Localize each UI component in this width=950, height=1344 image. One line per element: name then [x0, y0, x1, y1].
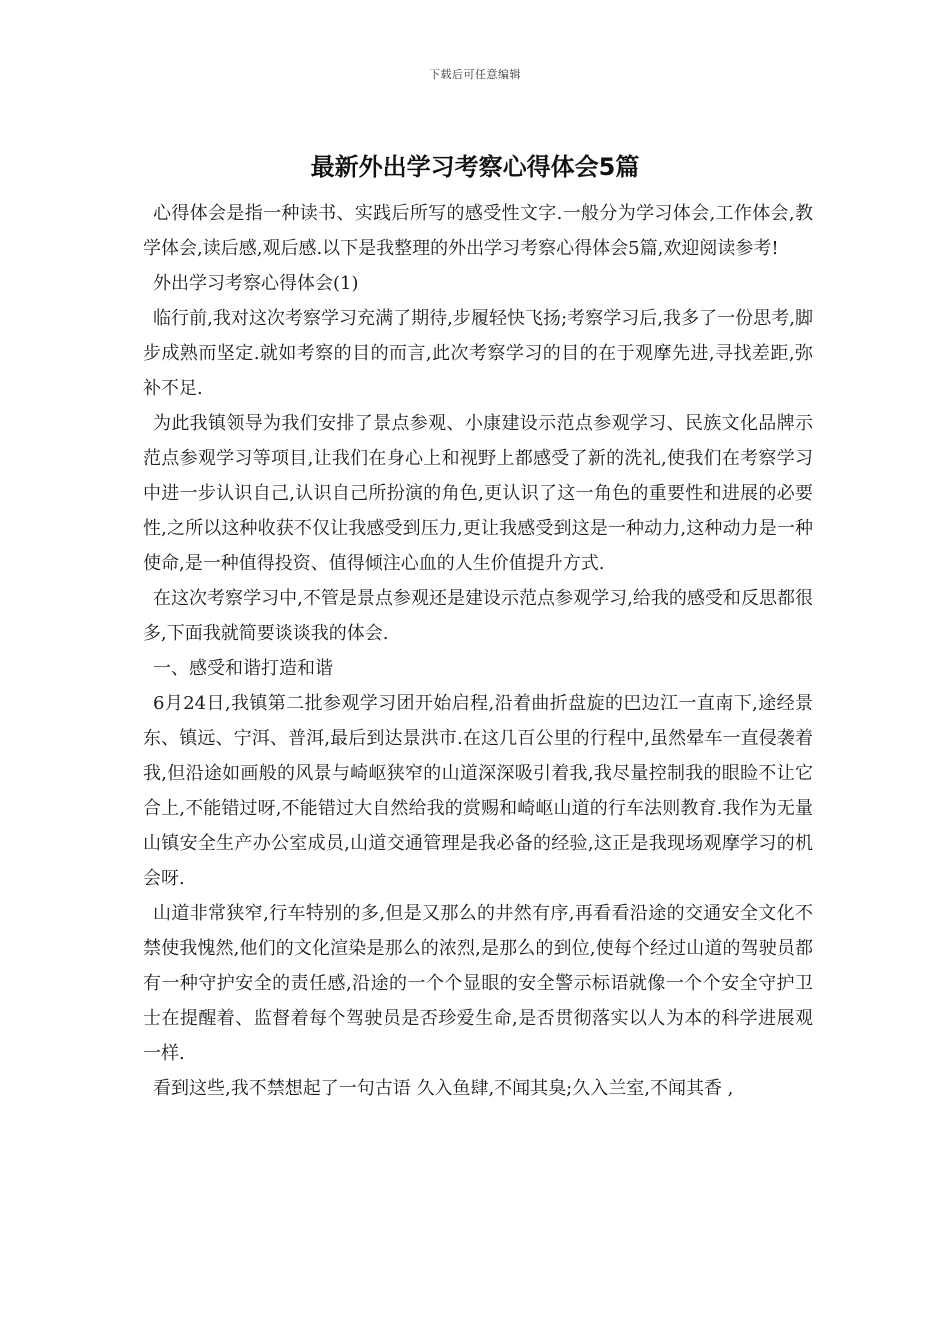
intro-paragraph: 心得体会是指一种读书、实践后所写的感受性文字.一般分为学习体会,工作体会,教学体会,读后感,观后感.以下是我整理的外出学习考察心得体会5篇,欢迎阅读参考! — [143, 203, 813, 259]
body-paragraph: 临行前,我对这次考察学习充满了期待,步履轻快飞扬;考察学习后,我多了一份思考,脚步成熟而坚定.就如考察的目的而言,此次考察学习的目的在于观摩先进,寻找差距,弥补不足. — [143, 308, 813, 399]
section-heading: 外出学习考察心得体会(1) — [153, 273, 359, 294]
header-note: 下载后可任意编辑 — [429, 68, 521, 81]
body-paragraph: 看到这些,我不禁想起了一句古语 久入鱼肆,不闻其臭;久入兰室,不闻其香 , — [153, 1078, 734, 1099]
body-paragraph: 6月24日,我镇第二批参观学习团开始启程,沿着曲折盘旋的巴边江一直南下,途经景东、镇远、宁洱、普洱,最后到达景洪市.在这几百公里的行程中,虽然晕车一直侵袭着我,但沿途如画般的风景与崎岖狭窄的山道深深吸引着我,我尽量控制我的眼睑不让它合上,不能错过呀,不能错过大自然给我的赏赐和崎岖山道的行车法则教育.我作为无量山镇安全生产办公室成员,山道交通管理是我必备的经验,这正是我现场观摩学习的机会呀. — [143, 693, 813, 889]
body-paragraph: 在这次考察学习中,不管是景点参观还是建设示范点参观学习,给我的感受和反思都很多,下面我就简要谈谈我的体会. — [143, 588, 813, 644]
subsection-heading: 一、感受和谐打造和谐 — [153, 658, 333, 679]
body-paragraph: 山道非常狭窄,行车特别的多,但是又那么的井然有序,再看看沿途的交通安全文化不禁使我愧然,他们的文化渲染是那么的浓烈,是那么的到位,使每个经过山道的驾驶员都有一种守护安全的责任感,沿途的一个个显眼的安全警示标语就像一个个安全守护卫士在提醒着、监督着每个驾驶员是否珍爱生命,是否贯彻落实以人为本的科学进展观一样. — [143, 903, 813, 1064]
body-paragraph: 为此我镇领导为我们安排了景点参观、小康建设示范点参观学习、民族文化品牌示范点参观学习等项目,让我们在身心上和视野上都感受了新的洗礼,使我们在考察学习中进一步认识自己,认识自己所扮演的角色,更认识了这一角色的重要性和进展的必要性,之所以这种收获不仅让我感受到压力,更让我感受到这是一种动力,这种动力是一种使命,是一种值得投资、值得倾注心血的人生价值提升方式. — [143, 413, 813, 574]
document-body — [143, 196, 813, 1106]
document-title: 最新外出学习考察心得体会5篇 — [310, 153, 640, 181]
